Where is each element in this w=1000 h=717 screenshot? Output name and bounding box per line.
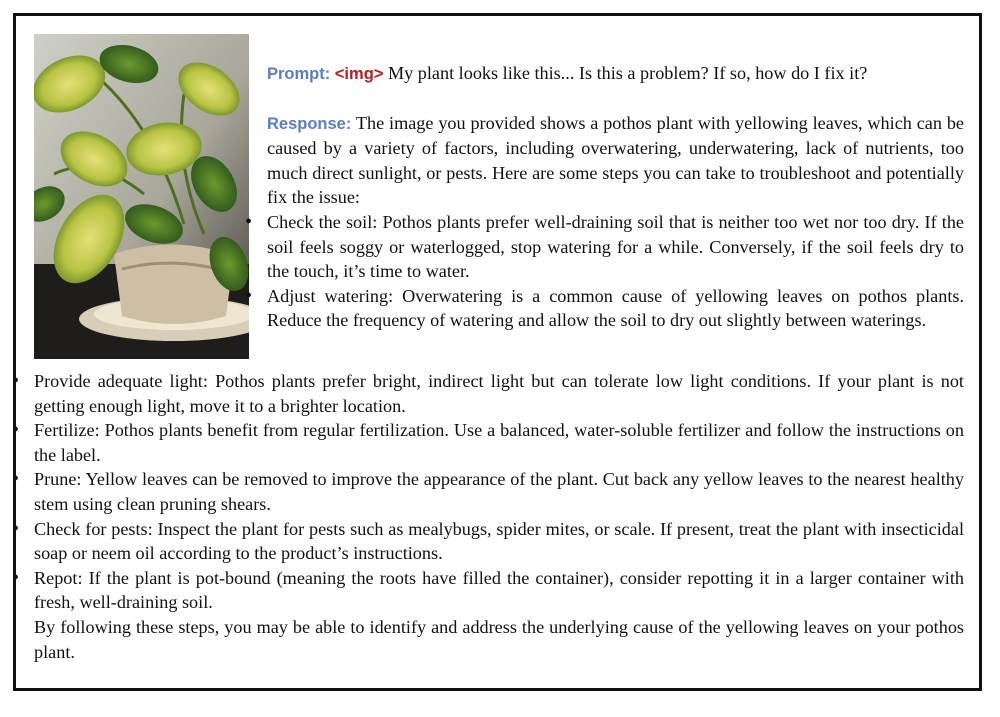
bullet-icon: • xyxy=(12,517,20,540)
bullet-icon: • xyxy=(12,468,20,491)
bullet-icon: • xyxy=(245,284,253,307)
pothos-plant-photo xyxy=(34,34,249,359)
step-text: Prune: Yellow leaves can be removed to improve the appearance of the plant. Cut back any yellow leaves to the nearest healthy stem using clean pruning shears. xyxy=(34,469,964,514)
prompt-line xyxy=(267,61,964,87)
response-intro-text: The image you provided shows a pothos plant with yellowing leaves, which can be caused by a variety of factors, including overwatering, underwatering, lack of nutrients, too much direct sunlight, or pests. Here are some steps you can take to troubleshoot and potentially fix the issue: xyxy=(267,112,964,208)
response-label: Response: xyxy=(267,114,352,133)
prompt-text: My plant looks like this... Is this a problem? If so, how do I fix it? xyxy=(387,63,868,83)
bullet-icon: • xyxy=(12,370,20,392)
top-section xyxy=(34,34,964,369)
document-frame xyxy=(13,13,982,691)
img-tag: <img> xyxy=(334,65,384,83)
bullet-icon: • xyxy=(12,566,20,589)
list-item xyxy=(245,210,964,284)
step-text: Adjust watering: Overwatering is a common cause of yellowing leaves on pothos plants. Reduce the frequency of watering and allow the soil to dry out slightly between waterings. xyxy=(267,285,964,331)
prompt-response-column xyxy=(245,61,964,333)
step-text: Check for pests: Inspect the plant for pests such as mealybugs, spider mites, or scale. If present, treat the plant with insecticidal soap or neem oil according to the product’s instructions. xyxy=(34,518,964,564)
steps-list-top xyxy=(245,210,964,333)
prompt-label: Prompt: xyxy=(267,65,331,83)
bullet-icon: • xyxy=(12,419,20,442)
response-intro xyxy=(267,111,964,210)
step-text: Repot: If the plant is pot-bound (meaning the roots have filled the container), consider repotting it in a larger container with fresh, well-draining soil. xyxy=(34,567,964,613)
list-item xyxy=(12,566,964,615)
bottom-section xyxy=(12,369,964,664)
list-item xyxy=(245,284,964,333)
step-text: Fertilize: Pothos plants benefit from regular fertilization. Use a balanced, water-soluble fertilizer and follow the instructions on the label. xyxy=(34,420,964,465)
step-text: Provide adequate light: Pothos plants prefer bright, indirect light but can tolerate low light conditions. If your plant is not getting enough light, move it to a brighter location. xyxy=(34,371,964,416)
step-text: Check the soil: Pothos plants prefer well-draining soil that is neither too wet nor too dry. If the soil feels soggy or waterlogged, stop watering for a while. Conversely, if the soil feels dry to the touch, it’s time to water. xyxy=(267,211,964,282)
steps-list-bottom xyxy=(12,369,964,615)
list-item xyxy=(12,517,964,566)
list-item xyxy=(12,369,964,418)
conclusion-text: By following these steps, you may be able to identify and address the underlying cause of the yellowing leaves on your pothos plant. xyxy=(34,616,964,662)
list-item xyxy=(12,418,964,467)
bullet-icon: • xyxy=(245,210,253,233)
list-item xyxy=(12,467,964,516)
document-content xyxy=(12,34,964,664)
